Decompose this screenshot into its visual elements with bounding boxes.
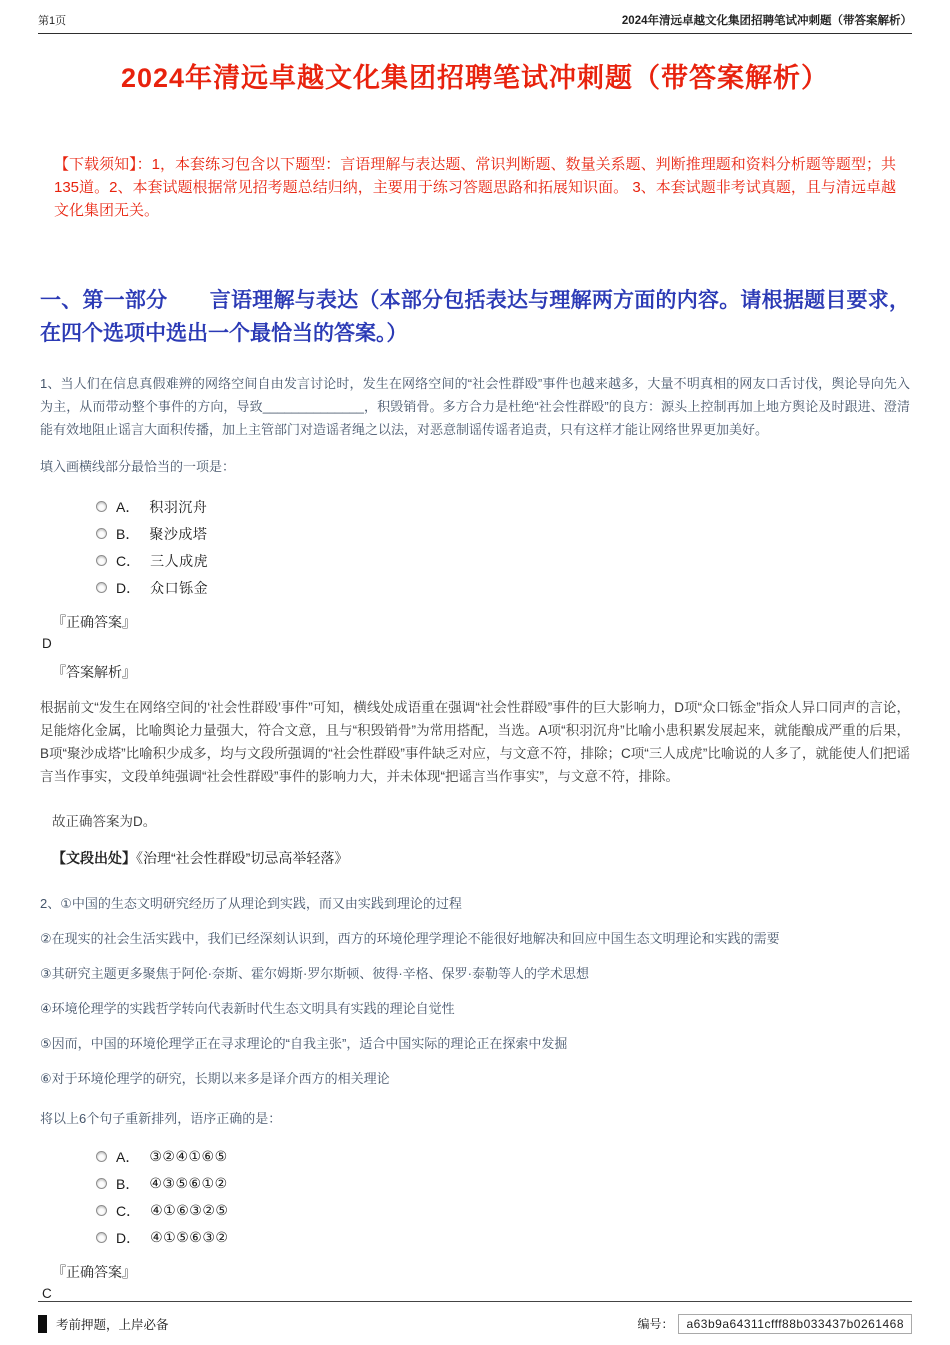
option-text: ③②④①⑥⑤	[149, 1148, 228, 1164]
option-text: ④①⑥③②⑤	[150, 1202, 229, 1218]
radio-button[interactable]	[96, 582, 107, 593]
radio-button[interactable]	[96, 1232, 107, 1243]
question-2-sentence-2: ②在现实的社会生活实践中，我们已经深刻认识到，西方的环境伦理学理论不能很好地解决和回应中国生态文明理论和实践的需要	[40, 931, 780, 946]
question-1	[40, 372, 910, 868]
question-1-stem: 1、当人们在信息真假难辨的网络空间自由发言讨论时，发生在网络空间的“社会性群殴”事件也越来越多，大量不明真相的网友口舌讨伐，舆论导向先入为主，从而带动整个事件的方向，导致______________，积毁销骨。多方合力是杜绝“社会性群殴”的良方：源头上控制再加上地方舆论及时跟进、澄清能有效地阻止谣言大面积传播，加上主管部门对造谣者绳之以法，对恶意制谣传谣者追责，只有这样才能让网络世界更加美好。	[40, 376, 910, 437]
footer-number-label: 编号：	[637, 1317, 674, 1331]
footer-left	[38, 1315, 169, 1333]
option-row-d[interactable]	[40, 1224, 910, 1251]
option-text: 三人成虎	[150, 552, 209, 569]
correct-answer-label: 『正确答案』	[52, 1264, 136, 1280]
correct-answer-value: D	[42, 636, 52, 651]
option-row-b[interactable]	[40, 1170, 910, 1197]
option-label: D．	[116, 579, 141, 596]
option-text: 聚沙成塔	[149, 525, 208, 542]
option-label: A．	[116, 498, 140, 515]
source-label: 【文段出处】	[52, 850, 136, 866]
correct-answer-label: 『正确答案』	[52, 614, 136, 630]
conclusion-text: 故正确答案为D。	[52, 814, 157, 829]
question-1-prompt: 填入画横线部分最恰当的一项是：	[40, 459, 236, 474]
download-notice: 【下载须知】：1，本套练习包含以下题型：言语理解与表达题、常识判断题、数量关系题、判断推理题和资料分析题等题型；共135道。2、本套试题根据常见招考题总结归纳，主要用于练习答题思路和拓展知识面。 3、本套试题非考试真题，且与清远卓越文化集团无关。	[54, 156, 896, 219]
analysis-text: 根据前文“发生在网络空间的‘社会性群殴’事件”可知，横线处成语重在强调“社会性群殴”事件的巨大影响力，D项“众口铄金”指众人异口同声的言论，足能熔化金属，比喻舆论力量强大，符合文意，且与“积毁销骨”为常用搭配，当选。A项“积羽沉舟”比喻小患积累发展起来，就能酿成严重的后果，B项“聚沙成塔”比喻积少成多，均与文段所强调的“社会性群殴”事件缺乏对应，与文意不符，排除；C项“三人成虎”比喻说的人多了，就能使人们把谣言当作事实，文段单纯强调“社会性群殴”事件的影响力大，并未体现“把谣言当作事实”，与文意不符，排除。	[40, 700, 910, 784]
option-row-c[interactable]	[40, 1197, 910, 1224]
question-2	[40, 894, 910, 1301]
question-2-prompt: 将以上6个句子重新排列，语序正确的是：	[40, 1111, 282, 1126]
option-label: D．	[116, 1229, 141, 1246]
option-label: C．	[116, 552, 141, 569]
radio-button[interactable]	[96, 1178, 107, 1189]
doc-title: 2024年清远卓越文化集团招聘笔试冲刺题（带答案解析）	[120, 63, 830, 93]
footer-number-value: a63b9a64311cfff88b033437b0261468	[678, 1314, 912, 1334]
source-title: 《治理“社会性群殴”切忌高举轻落》	[136, 850, 349, 866]
question-2-sentence-3: ③其研究主题更多聚焦于阿伦·奈斯、霍尔姆斯·罗尔斯顿、彼得·辛格、保罗·泰勒等人的学术思想	[40, 966, 589, 981]
header-rule	[38, 33, 912, 34]
radio-button[interactable]	[96, 528, 107, 539]
option-label: B．	[116, 525, 140, 542]
question-2-sentence-6: ⑥对于环境伦理学的研究，长期以来多是译介西方的相关理论	[40, 1071, 390, 1086]
question-2-options	[40, 1143, 910, 1251]
header-doc-title: 2024年清远卓越文化集团招聘笔试冲刺题（带答案解析）	[621, 15, 912, 27]
correct-answer-value: C	[42, 1286, 52, 1301]
question-2-sentence-4: ④环境伦理学的实践哲学转向代表新时代生态文明具有实践的理论自觉性	[40, 1001, 455, 1016]
footer-slogan: 考前押题，上岸必备	[56, 1317, 169, 1332]
option-label: A．	[116, 1148, 140, 1165]
option-text: 积羽沉舟	[149, 498, 208, 515]
radio-button[interactable]	[96, 555, 107, 566]
page-number: 第1页	[38, 15, 67, 27]
page-content	[0, 56, 950, 1301]
section-heading: 一、第一部分 言语理解与表达（本部分包括表达与理解两方面的内容。请根据题目要求，在四个选项中选出一个最恰当的答案。）	[40, 289, 910, 345]
question-2-sentence-5: ⑤因而，中国的环境伦理学正在寻求理论的“自我主张”，适合中国实际的理论正在探索中发掘	[40, 1036, 568, 1051]
option-row-d[interactable]	[40, 574, 910, 601]
source-text	[52, 848, 910, 868]
option-row-a[interactable]	[40, 493, 910, 520]
footer-right	[637, 1314, 912, 1334]
option-row-a[interactable]	[40, 1143, 910, 1170]
option-row-c[interactable]	[40, 547, 910, 574]
option-text: 众口铄金	[150, 579, 209, 596]
radio-button[interactable]	[96, 1151, 107, 1162]
page-footer	[38, 1301, 912, 1345]
option-label: B．	[116, 1175, 140, 1192]
radio-button[interactable]	[96, 1205, 107, 1216]
analysis-label: 『答案解析』	[52, 664, 136, 680]
page-header	[0, 0, 950, 28]
option-text: ④③⑤⑥①②	[149, 1175, 228, 1191]
radio-button[interactable]	[96, 501, 107, 512]
footer-left-marker	[38, 1315, 47, 1333]
question-2-sentence-1: 2、①中国的生态文明研究经历了从理论到实践，而又由实践到理论的过程	[40, 896, 462, 911]
option-text: ④①⑤⑥③②	[150, 1229, 229, 1245]
option-row-b[interactable]	[40, 520, 910, 547]
option-label: C．	[116, 1202, 141, 1219]
question-1-options	[40, 493, 910, 601]
